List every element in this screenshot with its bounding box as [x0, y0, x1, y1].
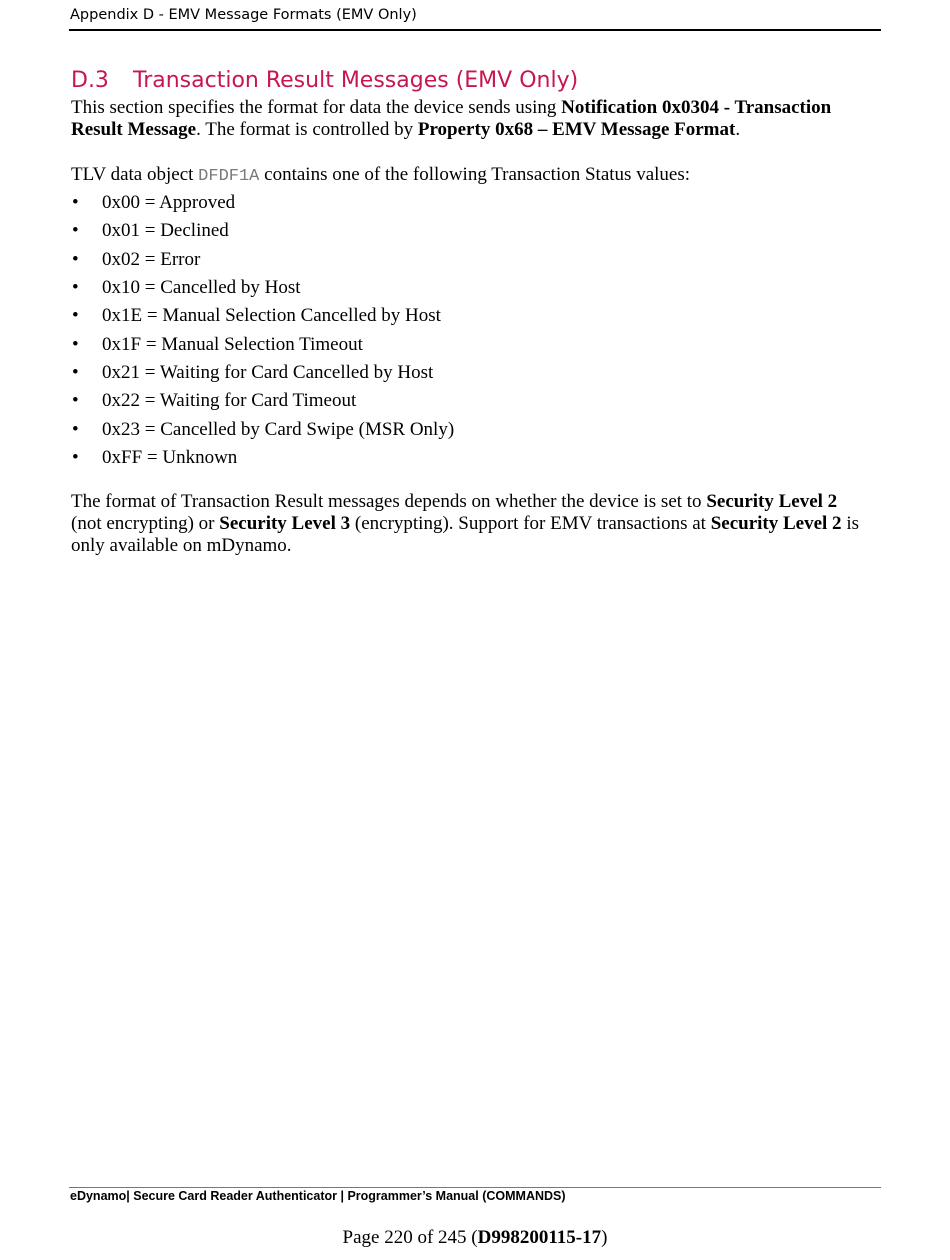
- bullet-icon: •: [72, 418, 79, 440]
- running-header: Appendix D - EMV Message Formats (EMV Only): [70, 7, 417, 23]
- status-value: 0x10 = Cancelled by Host: [102, 277, 301, 299]
- status-value: 0x01 = Declined: [102, 220, 229, 242]
- header-rule: [69, 29, 881, 31]
- footer-rule: [69, 1187, 881, 1188]
- bullet-icon: •: [72, 277, 79, 299]
- list-item: [71, 334, 454, 362]
- intro-text-2: . The format is controlled by: [196, 119, 418, 140]
- section-title: Transaction Result Messages (EMV Only): [133, 68, 579, 93]
- notification-ref: Notification 0x0304 - Transaction Result Message: [71, 97, 832, 140]
- bullet-icon: •: [72, 362, 79, 384]
- section-number: D.3: [71, 68, 109, 93]
- bullet-icon: •: [72, 447, 79, 469]
- list-item: [71, 249, 454, 277]
- status-value: 0x1E = Manual Selection Cancelled by Host: [102, 305, 441, 327]
- intro-text-3: .: [735, 119, 741, 140]
- list-item: [71, 305, 454, 333]
- list-item: [71, 447, 454, 475]
- status-value: 0x22 = Waiting for Card Timeout: [102, 390, 357, 412]
- security-level-2-ref: Security Level 2: [706, 491, 838, 512]
- security-level-3-ref: Security Level 3: [219, 513, 351, 534]
- status-list: [71, 192, 454, 475]
- list-item: [71, 277, 454, 305]
- tlv-text-1: TLV data object: [71, 164, 199, 185]
- bullet-icon: •: [72, 192, 79, 213]
- tlv-text-2: contains one of the following Transaction Status values:: [259, 164, 691, 185]
- list-item: [71, 419, 454, 447]
- security-text-4: is only available on mDynamo.: [71, 513, 859, 556]
- security-text-3: (encrypting). Support for EMV transactions at: [350, 513, 711, 534]
- security-text-1: The format of Transaction Result messages depends on whether the device is set to: [71, 491, 707, 512]
- bullet-icon: •: [72, 390, 79, 412]
- bullet-icon: •: [72, 305, 79, 327]
- status-value: 0x21 = Waiting for Card Cancelled by Host: [102, 362, 434, 384]
- property-ref: Property 0x68 – EMV Message Format: [417, 119, 736, 140]
- list-item: [71, 220, 454, 248]
- list-item: [71, 390, 454, 418]
- status-value: 0x00 = Approved: [102, 192, 236, 213]
- bullet-icon: •: [72, 333, 79, 355]
- intro-text-1: This section specifies the format for data the device sends using: [71, 97, 562, 118]
- status-value: 0x1F = Manual Selection Timeout: [102, 333, 363, 355]
- intro-paragraph: [71, 97, 871, 141]
- security-level-2-ref-2: Security Level 2: [710, 513, 842, 534]
- status-value: 0xFF = Unknown: [102, 447, 238, 469]
- document-number: D998200115-17: [477, 1227, 602, 1248]
- status-value: 0x02 = Error: [102, 248, 201, 270]
- tlv-paragraph: [71, 164, 871, 188]
- footer-text: eDynamo| Secure Card Reader Authenticator | Programmer’s Manual (COMMANDS): [70, 1189, 566, 1203]
- tlv-code: DFDF1A: [198, 167, 260, 186]
- security-paragraph: [71, 491, 871, 557]
- security-text-2: (not encrypting) or: [71, 513, 220, 534]
- section-heading: [71, 68, 578, 93]
- page-number: Page 220 of 245 (D998200115-17): [342, 1227, 608, 1248]
- status-value: 0x23 = Cancelled by Card Swipe (MSR Only): [102, 418, 455, 440]
- list-item: [71, 362, 454, 390]
- list-item: [71, 192, 454, 220]
- bullet-icon: •: [72, 248, 79, 270]
- bullet-icon: •: [72, 220, 79, 242]
